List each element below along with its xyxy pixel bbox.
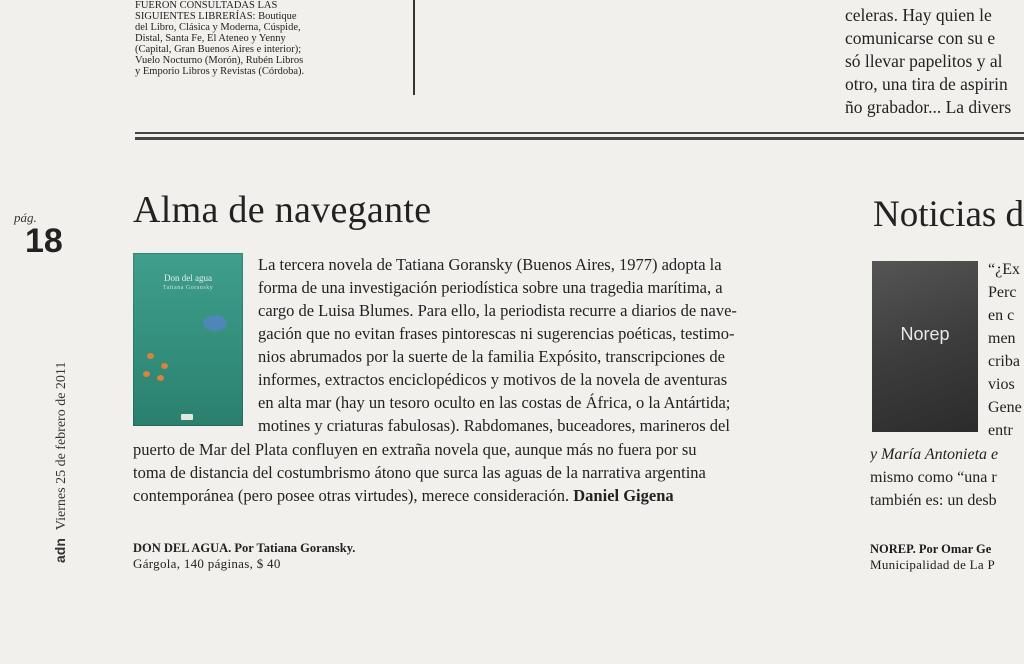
article-headline: Alma de navegante <box>133 189 432 231</box>
article-line: La tercera novela de Tatiana Goransky (Buenos Aires, 1977) adopta la <box>258 255 722 274</box>
text-line: só llevar papelitos y al <box>845 51 1003 71</box>
issue-date <box>52 362 70 563</box>
page-label: pág. <box>14 210 37 225</box>
right-article-line: Perc <box>988 284 1017 301</box>
article-line: cargo de Luisa Blumes. Para ello, la periodista recurre a diarios de nave- <box>258 301 737 320</box>
right-article-line: en c <box>988 307 1015 324</box>
author-byline: Daniel Gigena <box>573 486 674 505</box>
article-line: gación que no evitan frases pintorescas ni sugerencias poéticas, testimo- <box>258 324 735 343</box>
note-line: FUERON CONSULTADAS LAS <box>135 0 278 11</box>
starfish-illustration <box>147 353 154 359</box>
right-article-line: “¿Ex <box>988 261 1020 278</box>
cover-author: Tatiana Goransky <box>162 285 214 291</box>
book-cover-image <box>133 253 243 426</box>
starfish-illustration <box>143 371 150 377</box>
text-line: ño grabador... La divers <box>845 97 1012 117</box>
book-credits-title: DON DEL AGUA. Por Tatiana Goransky. <box>133 541 356 555</box>
starfish-illustration <box>161 363 168 369</box>
fish-illustration <box>203 315 227 331</box>
book-credits-details: Gárgola, 140 páginas, $ 40 <box>133 556 281 571</box>
book-credits-details: Municipalidad de La P <box>870 557 996 572</box>
article-line: forma de una investigación periodística sobre una tragedia marítima, a <box>258 278 723 297</box>
date-text: Viernes 25 de febrero de 2011 <box>54 361 69 531</box>
right-article-line: criba <box>988 353 1020 370</box>
cover-title: Don del agua <box>164 273 212 283</box>
right-article-line: Gene <box>988 399 1022 416</box>
cover-title: Norep <box>900 324 950 344</box>
note-line: y Emporio Libros y Revistas (Córdoba). <box>135 66 305 77</box>
note-line: Distal, Santa Fe, El Ateneo y Yenny <box>135 33 286 44</box>
article-line: motines y criaturas fabulosas). Rabdomanes, buceadores, marineros del <box>258 416 730 435</box>
book-credits-title: NOREP. Por Omar Ge <box>870 542 992 556</box>
column-divider <box>413 0 415 95</box>
article-line: toma de distancia del costumbrismo átono que surca las aguas de la narrativa argentina <box>133 463 706 482</box>
publisher-logo <box>181 414 193 420</box>
article-text: contemporánea (pero posee otras virtudes), merece consideración. <box>133 486 570 505</box>
right-article-line: mismo como “una r <box>870 469 997 486</box>
article-line: nios abrumados por la suerte de la familia Expósito, transcripciones de <box>258 347 725 366</box>
book-cover-image <box>872 261 978 432</box>
article-line: en alta mar (hay un tesoro oculto en las costas de África, o la Antártida; <box>258 393 731 412</box>
brand-logo: adn <box>52 538 68 563</box>
right-article-headline: Noticias d <box>873 194 1024 235</box>
right-article-line: y María Antonieta e <box>870 446 999 463</box>
article-line-last <box>133 485 674 507</box>
page-number: 18 <box>25 222 63 260</box>
right-article-line: entr <box>988 422 1013 439</box>
right-article <box>870 0 1024 664</box>
article-line: informes, extractos enciclopédicos y motivos de la novela de aventuras <box>258 370 728 389</box>
note-line: Vuelo Nocturno (Morón), Rubén Libros <box>135 55 304 66</box>
bookstores-note <box>135 0 405 77</box>
right-article-line: men <box>988 330 1016 347</box>
text-line: otro, una tira de aspirin <box>845 74 1008 94</box>
starfish-illustration <box>157 375 164 381</box>
text-line: comunicarse con su e <box>845 28 996 48</box>
right-article-line: también es: un desb <box>870 492 997 509</box>
note-line: SIGUIENTES LIBRERÍAS: Boutique <box>135 11 297 22</box>
note-line: (Capital, Gran Buenos Aires e interior); <box>135 44 302 55</box>
note-line: del Libro, Clásica y Moderna, Cúspide, <box>135 22 301 33</box>
article-line: puerto de Mar del Plata confluyen en extraña novela que, aunque más no fuera por su <box>133 440 697 459</box>
text-line: celeras. Hay quien le <box>845 5 992 25</box>
right-article-line: vios <box>988 376 1015 393</box>
